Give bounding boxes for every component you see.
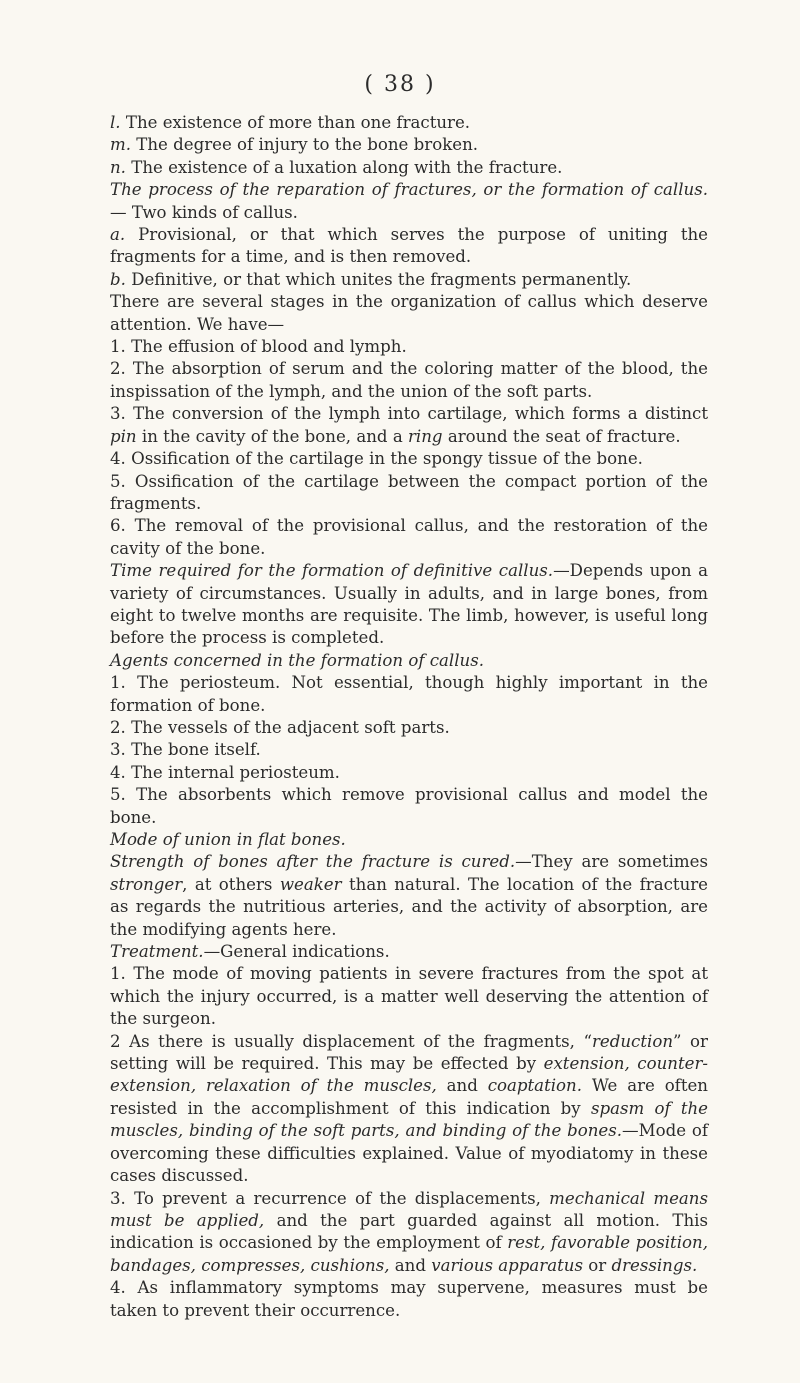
item-text: and the part guarded against all motion. This indication is occasioned by the employment of xyxy=(110,1210,708,1253)
section-text: —General indications. xyxy=(203,942,390,962)
section-heading: Agents concerned in the formation of callus. xyxy=(110,650,485,670)
emphasis: spasm of the muscles, binding of the soft parts, and binding of the bones. xyxy=(110,1098,709,1141)
section-heading: The process of the reparation of fractures, or the formation of callus. xyxy=(110,180,708,200)
treatment-4: 4. As inflammatory symptoms may supervene, measures must be taken to prevent their occurrence. xyxy=(110,1278,708,1320)
item-text: The existence of more than one fracture. xyxy=(125,113,471,132)
emphasis: reduction xyxy=(592,1031,674,1051)
emphasis: various apparatus xyxy=(431,1255,583,1275)
stage-2: 2. The absorption of serum and the coloring matter of the blood, the inspissation of the lymph, and the union of the soft parts. xyxy=(110,359,708,401)
item-text: around the seat of fracture. xyxy=(447,426,681,446)
agent-3: 3. The bone itself. xyxy=(110,740,261,760)
item-text: in the cavity of the bone, and a xyxy=(141,426,403,446)
treatment-1: 1. The mode of moving patients in severe fractures from the spot at which the injury occurred, is a matter well deserving the attention of the surgeon. xyxy=(110,964,708,1029)
section-text: —Depends upon a variety of circumstances. Usually in adults, and in large bones, from eight to twelve months are requisite. The limb, however, is useful long before the process is completed. xyxy=(110,561,709,648)
item-text: and xyxy=(394,1255,426,1275)
item-label: n. xyxy=(110,157,126,177)
item-text: 3. The conversion of the lymph into cartilage, which forms a distinct xyxy=(110,404,708,424)
agent-5: 5. The absorbents which remove provisional callus and model the bone. xyxy=(110,785,708,827)
callus-kind-a xyxy=(110,224,708,269)
section-text: — Two kinds of callus. xyxy=(110,202,298,222)
time-section xyxy=(110,560,708,650)
stage-5: 5. Ossification of the cartilage between the compact portion of the fragments. xyxy=(110,471,708,513)
section-heading: Treatment. xyxy=(110,942,204,962)
item-text: 3. To prevent a recurrence of the displacements, xyxy=(110,1188,541,1208)
item-label: b. xyxy=(110,269,126,289)
treatment-heading xyxy=(110,941,708,963)
section-heading: Mode of union in flat bones. xyxy=(110,830,346,849)
callus-kind-b xyxy=(110,269,708,291)
emphasis: rest, favorable position, bandages, compresses, cushions, xyxy=(110,1233,708,1275)
item-text: ” or setting will be required. This may be effected by xyxy=(110,1031,708,1074)
page-body xyxy=(110,112,708,1322)
stage-3 xyxy=(110,403,708,448)
section-text: —They are sometimes xyxy=(515,852,708,872)
emphasis: weaker xyxy=(279,874,342,894)
stage-6: 6. The removal of the provisional callus, and the restoration of the cavity of the bone. xyxy=(110,516,708,558)
agent-4: 4. The internal periosteum. xyxy=(110,762,340,782)
emphasis: extension, counter-extension, relaxation of the muscles, xyxy=(110,1054,708,1096)
emphasis: dressings. xyxy=(611,1255,698,1275)
section-heading: Strength of bones after the fracture is cured. xyxy=(110,852,516,872)
list-item-n xyxy=(110,157,708,179)
list-item-l xyxy=(110,112,708,134)
item-text: The degree of injury to the bone broken. xyxy=(136,135,479,155)
page-number: ( 38 ) xyxy=(364,72,436,97)
strength-section xyxy=(110,851,708,941)
stage-4: 4. Ossification of the cartilage in the spongy tissue of the bone. xyxy=(110,449,643,469)
agent-2: 2. The vessels of the adjacent soft parts. xyxy=(110,717,450,737)
item-text: —Mode of overcoming these difficulties explained. Value of myodiatomy in these cases discussed. xyxy=(110,1121,708,1186)
emphasis: stronger xyxy=(110,874,183,894)
stage-1: 1. The effusion of blood and lymph. xyxy=(110,337,407,357)
emphasis: ring xyxy=(408,426,443,446)
treatment-2 xyxy=(110,1031,708,1188)
item-label: m. xyxy=(110,135,132,155)
item-label: a. xyxy=(110,225,126,245)
section-heading: Time required for the formation of definitive callus. xyxy=(110,561,554,581)
item-text: and xyxy=(446,1076,478,1096)
item-text: We are often resisted in the accomplishment of this indication by xyxy=(110,1076,708,1118)
stages-intro: There are several stages in the organization of callus which deserve attention. We have— xyxy=(110,292,708,334)
list-item-m xyxy=(110,134,708,156)
item-text: Definitive, or that which unites the fragments permanently. xyxy=(131,269,632,289)
item-text: or xyxy=(588,1255,607,1275)
item-text: 2 As there is usually displacement of the fragments, “ xyxy=(110,1031,592,1051)
item-text: The existence of a luxation along with the fracture. xyxy=(131,157,563,177)
agent-1: 1. The periosteum. Not essential, though highly important in the formation of bone. xyxy=(110,673,708,715)
treatment-3 xyxy=(110,1188,708,1278)
emphasis: coaptation. xyxy=(487,1076,582,1096)
item-text: Provisional, or that which serves the purpose of uniting the fragments for a time, and is then removed. xyxy=(110,225,708,267)
section-text: , at others xyxy=(182,874,273,894)
callus-section xyxy=(110,179,708,224)
agents-heading xyxy=(110,650,708,672)
item-label: l. xyxy=(110,113,121,132)
emphasis: mechanical means must be applied, xyxy=(110,1188,709,1230)
emphasis: pin xyxy=(110,426,137,446)
section-text: than natural. The location of the fracture as regards the nutritious arteries, and the activity of absorption, are the modifying agents here. xyxy=(110,874,709,939)
flat-bones-heading xyxy=(110,829,708,851)
